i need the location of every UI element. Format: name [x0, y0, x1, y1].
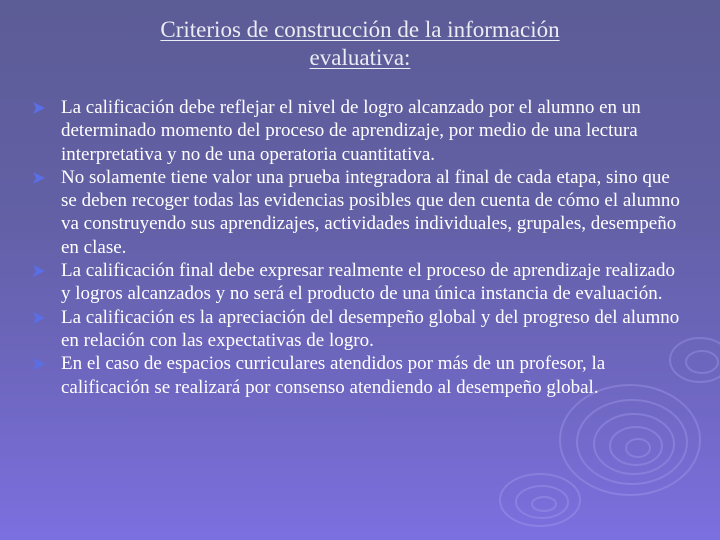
bullet-item-5 [30, 352, 680, 399]
bullet-text-1: La calificación debe reflejar el nivel de logro alcanzado por el alumno en un determinado momento del proceso de aprendizaje, por medio de una lectura interpretativa y no de una operatoria cuantitativa. [61, 97, 641, 165]
bullet-item-2 [30, 166, 680, 259]
bullet-item-3 [30, 259, 680, 306]
arrowhead-bullet-icon [32, 101, 46, 115]
bullet-text-2: No solamente tiene valor una prueba integradora al final de cada etapa, sino que se deben recoger todas las evidencias posibles que den cuenta de cómo el alumno va construyendo sus aprendizajes, actividades individuales, grupales, desempeño en clase. [61, 166, 680, 258]
bullet-text-4: La calificación es la apreciación del desempeño global y del progreso del alumno en relación con las expectativas de logro. [61, 306, 680, 351]
bullet-item-4 [30, 306, 680, 353]
bullet-list [30, 96, 680, 399]
arrowhead-bullet-icon [32, 264, 46, 278]
bullet-item-1 [30, 96, 680, 166]
slide-title-line-2: evaluativa: [309, 45, 411, 70]
bullet-text-5: En el caso de espacios curriculares atendidos por más de un profesor, la calificación se realizará por consenso atendiendo al desempeño global. [61, 353, 606, 398]
slide-title [60, 16, 660, 72]
bullet-text-3: La calificación final debe expresar realmente el proceso de aprendizaje realizado y logros alcanzados y no será el producto de una única instancia de evaluación. [61, 260, 675, 305]
slide-title-line-1: Criterios de construcción de la información [160, 17, 560, 42]
arrowhead-bullet-icon [32, 357, 46, 371]
arrowhead-bullet-icon [32, 171, 46, 185]
arrowhead-bullet-icon [32, 311, 46, 325]
